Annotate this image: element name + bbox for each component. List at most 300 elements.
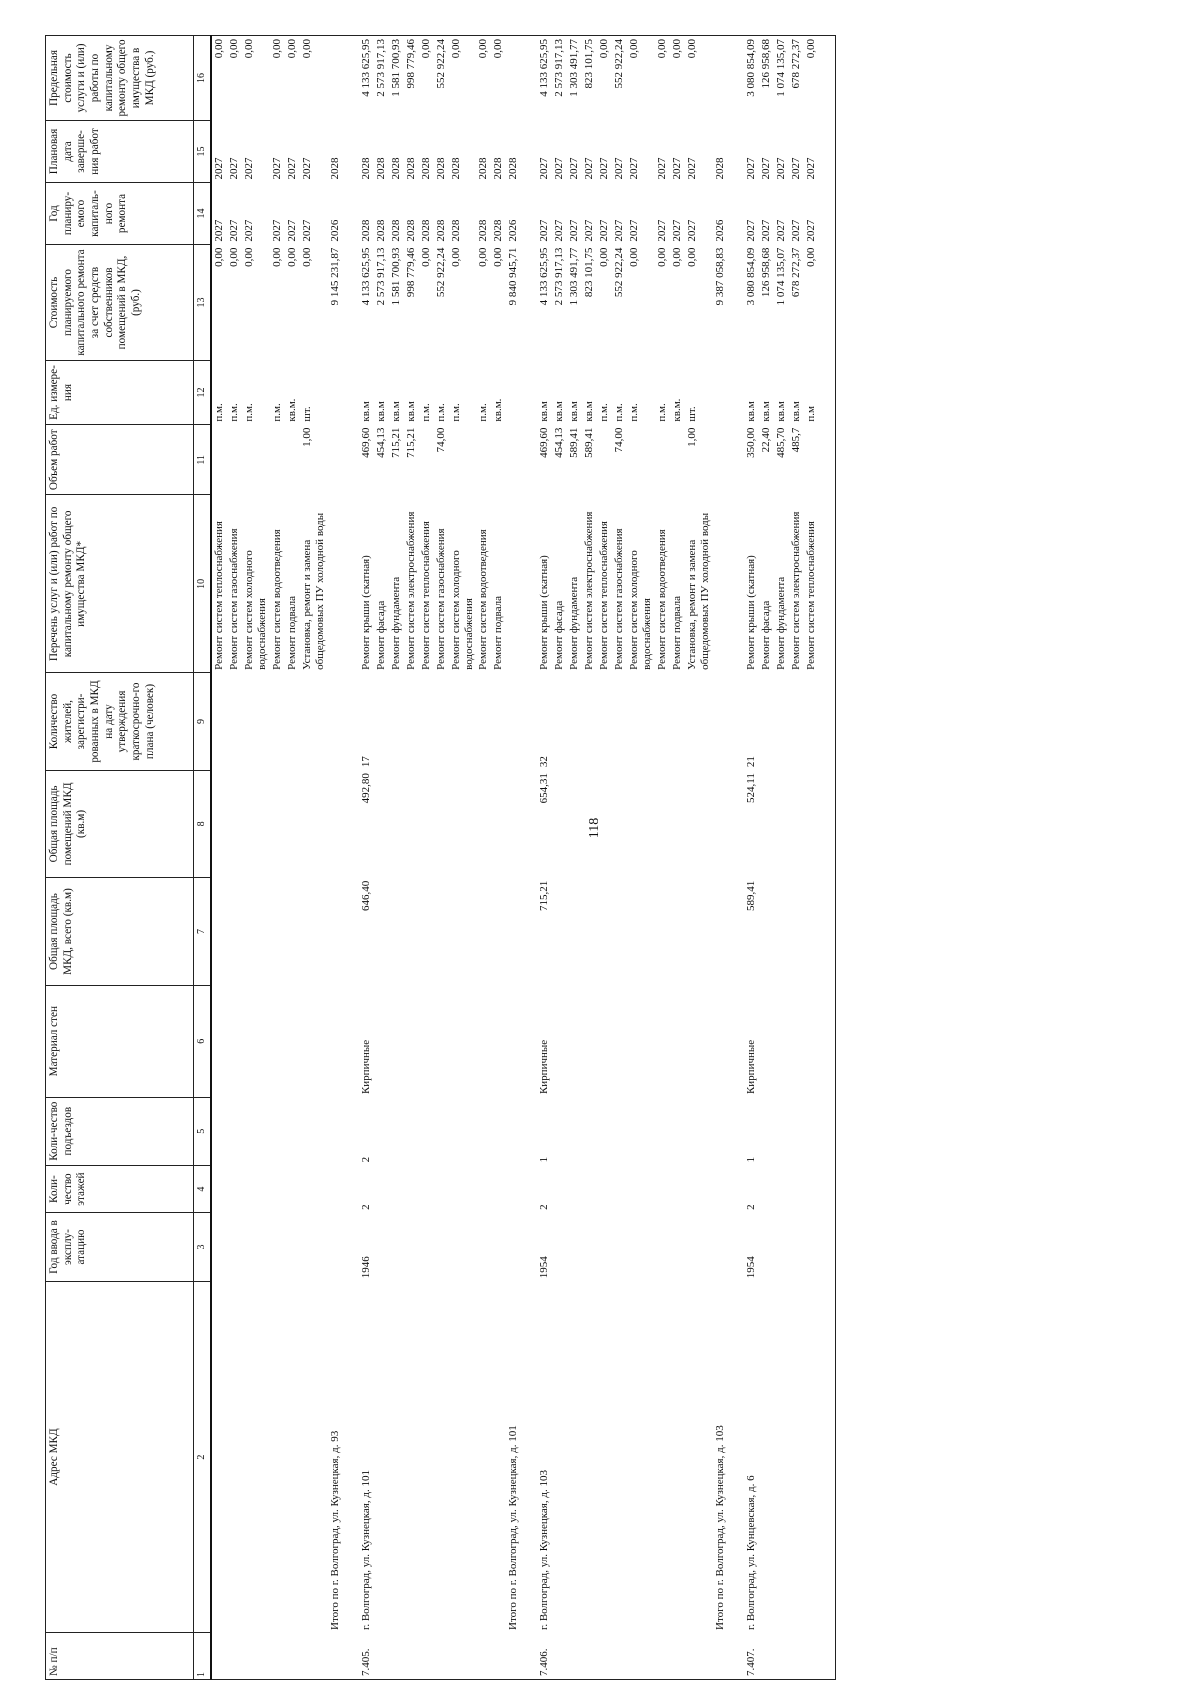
- premises-area: [449, 770, 477, 878]
- work-volume: 1,00: [686, 427, 699, 447]
- table-row: [567, 36, 582, 1680]
- repair-cost: 1 581 700,93: [389, 247, 402, 306]
- header-cell: Коли-чество этажей: [46, 1165, 194, 1213]
- completion-date: 2028: [404, 157, 417, 180]
- column-number: 7: [194, 878, 212, 986]
- unit: кв.м.: [285, 398, 298, 422]
- repair-cost: 1 074 135,07: [774, 247, 787, 306]
- row-number: [374, 1633, 389, 1680]
- residents: [476, 673, 491, 770]
- floors: [476, 1165, 491, 1213]
- row-number: [582, 1633, 597, 1680]
- address: [612, 1281, 627, 1633]
- work-type: Ремонт фундамента: [568, 576, 581, 670]
- completion-date: 2027: [789, 157, 802, 180]
- entrances: [713, 1097, 728, 1165]
- residents: [804, 673, 819, 770]
- residents: [389, 673, 404, 770]
- wall-material: [242, 985, 270, 1097]
- address: [670, 1281, 685, 1633]
- year-built: [404, 1213, 419, 1281]
- row-number: 7.405.: [359, 1633, 374, 1680]
- work-volume: 485,7: [789, 427, 802, 453]
- floors: [774, 1165, 789, 1213]
- row-number: [612, 1633, 627, 1680]
- entrances: [597, 1097, 612, 1165]
- unit: п.м: [804, 405, 817, 422]
- repair-cost: 0,00: [656, 247, 669, 267]
- year-built: [789, 1213, 804, 1281]
- completion-date: 2027: [759, 157, 772, 180]
- address: [389, 1281, 404, 1633]
- row-number: [552, 1633, 567, 1680]
- repair-year: 2027: [613, 219, 626, 242]
- repair-year: 2028: [477, 219, 490, 242]
- header-cell: Коли-чество подъездов: [46, 1097, 194, 1165]
- premises-area: [419, 770, 434, 878]
- column-number: 15: [194, 120, 212, 182]
- repair-cost: 9 387 058,83: [714, 247, 726, 306]
- row-number: [476, 1633, 491, 1680]
- year-built: [211, 1213, 227, 1281]
- work-volume: [804, 425, 819, 495]
- work-type: Ремонт систем электроснабжения: [789, 511, 802, 670]
- entrances: [242, 1097, 270, 1165]
- residents: [759, 673, 774, 770]
- row-number: [227, 1633, 242, 1680]
- repair-year: 2027: [270, 219, 283, 242]
- work-volume: [597, 425, 612, 495]
- entrances: [612, 1097, 627, 1165]
- work-volume: 1,00: [300, 427, 313, 447]
- wall-material: [597, 985, 612, 1097]
- row-number: [389, 1633, 404, 1680]
- table-row: [537, 36, 552, 1680]
- work-type: Ремонт фундамента: [389, 576, 402, 670]
- premises-area: [270, 770, 285, 878]
- row-number: [685, 1633, 713, 1680]
- row-number: [567, 1633, 582, 1680]
- floors: [374, 1165, 389, 1213]
- completion-date: 2027: [568, 157, 581, 180]
- premises-area: [612, 770, 627, 878]
- residents: [612, 673, 627, 770]
- row-number: [328, 1633, 343, 1680]
- premises-area: [211, 770, 227, 878]
- repair-year: 2028: [419, 219, 432, 242]
- work-volume: [270, 425, 285, 495]
- year-built: [374, 1213, 389, 1281]
- limit-cost: 4 133 625,95: [359, 36, 374, 121]
- year-built: [434, 1213, 449, 1281]
- entrances: [328, 1097, 343, 1165]
- premises-area: [300, 770, 328, 878]
- repair-cost: 9 145 231,87: [328, 247, 341, 306]
- residents: [597, 673, 612, 770]
- residents: [285, 673, 300, 770]
- premises-area: [328, 770, 343, 878]
- repair-cost: 4 133 625,95: [359, 247, 372, 306]
- completion-date: 2027: [686, 157, 699, 180]
- unit: кв.м.: [492, 398, 505, 422]
- residents: [567, 673, 582, 770]
- entrances: [270, 1097, 285, 1165]
- entrances: 1: [744, 1156, 757, 1163]
- repair-cost: 0,00: [686, 247, 699, 267]
- table-row: [655, 36, 670, 1680]
- residents: 17: [359, 756, 372, 768]
- floors: [627, 1165, 655, 1213]
- limit-cost: 552 922,24: [434, 36, 449, 121]
- entrances: [670, 1097, 685, 1165]
- address: [655, 1281, 670, 1633]
- wall-material: [655, 985, 670, 1097]
- work-volume: [476, 425, 491, 495]
- completion-date: 2028: [492, 157, 505, 180]
- repair-year: 2026: [507, 219, 520, 242]
- floors: [597, 1165, 612, 1213]
- limit-cost: 4 133 625,95: [537, 36, 552, 121]
- total-area: [374, 878, 389, 986]
- work-volume: 469,60: [359, 427, 372, 458]
- total-area: [328, 878, 343, 986]
- floors: [759, 1165, 774, 1213]
- limit-cost: 0,00: [670, 36, 685, 121]
- repair-year: 2027: [759, 219, 772, 242]
- row-number: [270, 1633, 285, 1680]
- total-area: [300, 878, 328, 986]
- unit: кв.м: [359, 401, 372, 422]
- total-area: [670, 878, 685, 986]
- entrances: [434, 1097, 449, 1165]
- work-volume: [242, 425, 270, 495]
- total-area: [582, 878, 597, 986]
- limit-cost: 678 272,37: [789, 36, 804, 121]
- year-built: [567, 1213, 582, 1281]
- repair-cost: 0,00: [492, 247, 505, 267]
- work-type: Ремонт систем газоснабжения: [434, 528, 447, 670]
- total-area: [434, 878, 449, 986]
- limit-cost: 0,00: [627, 36, 655, 121]
- repair-year: 2027: [227, 219, 240, 242]
- total-area: [789, 878, 804, 986]
- year-built: [627, 1213, 655, 1281]
- completion-date: 2028: [477, 157, 490, 180]
- residents: [404, 673, 419, 770]
- limit-cost: [328, 36, 343, 121]
- table-row: [359, 36, 374, 1680]
- repair-cost: 0,00: [285, 247, 298, 267]
- completion-date: 2027: [270, 157, 283, 180]
- work-volume: [419, 425, 434, 495]
- completion-date: 2027: [285, 157, 298, 180]
- table-row: [270, 36, 285, 1680]
- year-built: [506, 1213, 521, 1281]
- entrances: [552, 1097, 567, 1165]
- wall-material: [804, 985, 819, 1097]
- total-area: [449, 878, 477, 986]
- completion-date: 2028: [434, 157, 447, 180]
- year-built: [491, 1213, 506, 1281]
- year-built: [270, 1213, 285, 1281]
- repair-cost: 126 958,68: [759, 247, 772, 298]
- unit: [328, 360, 343, 424]
- residents: [506, 673, 521, 770]
- completion-date: 2027: [300, 157, 313, 180]
- completion-date: 2027: [671, 157, 684, 180]
- work-type: [328, 495, 343, 673]
- total-area: [211, 878, 227, 986]
- total-area: [612, 878, 627, 986]
- work-type: Ремонт систем холодного водоснабжения: [242, 550, 268, 670]
- table-row: [597, 36, 612, 1680]
- work-volume: [227, 425, 242, 495]
- limit-cost: 0,00: [449, 36, 477, 121]
- table-row: [804, 36, 819, 1680]
- year-built: [612, 1213, 627, 1281]
- entrances: [506, 1097, 521, 1165]
- completion-date: 2028: [389, 157, 402, 180]
- year-built: [300, 1213, 328, 1281]
- column-number: 6: [194, 985, 212, 1097]
- year-built: [242, 1213, 270, 1281]
- floors: [227, 1165, 242, 1213]
- residents: [713, 673, 728, 770]
- row-number: [804, 1633, 819, 1680]
- total-area: [774, 878, 789, 986]
- wall-material: Кирпичные: [744, 1039, 757, 1095]
- row-number: [404, 1633, 419, 1680]
- column-number: 8: [194, 770, 212, 878]
- entrances: [789, 1097, 804, 1165]
- residents: [774, 673, 789, 770]
- spacer-row: [728, 36, 744, 1680]
- limit-cost: 1 303 491,77: [567, 36, 582, 121]
- premises-area: 524,11: [744, 773, 757, 803]
- limit-cost: 0,00: [285, 36, 300, 121]
- work-volume: 350,00: [744, 427, 757, 458]
- entrances: [491, 1097, 506, 1165]
- limit-cost: 0,00: [300, 36, 328, 121]
- year-built: [419, 1213, 434, 1281]
- total-area: [285, 878, 300, 986]
- unit: п.м.: [270, 403, 283, 422]
- unit: кв.м: [389, 401, 402, 422]
- spacer-row: [343, 36, 359, 1680]
- residents: [491, 673, 506, 770]
- table-row: [612, 36, 627, 1680]
- total-area: [270, 878, 285, 986]
- wall-material: [404, 985, 419, 1097]
- header-cell: Перечень услуг и (или) работ по капитальному ремонту общего имущества МКД*: [46, 495, 194, 673]
- total-area: [567, 878, 582, 986]
- entrances: [627, 1097, 655, 1165]
- column-number: 1: [194, 1633, 212, 1680]
- premises-area: [759, 770, 774, 878]
- table-row: [789, 36, 804, 1680]
- entrances: [476, 1097, 491, 1165]
- floors: [506, 1165, 521, 1213]
- premises-area: [476, 770, 491, 878]
- limit-cost: 0,00: [476, 36, 491, 121]
- floors: [270, 1165, 285, 1213]
- header-cell: Объем работ: [46, 425, 194, 495]
- limit-cost: 0,00: [655, 36, 670, 121]
- table-body: [211, 36, 835, 1680]
- unit: кв.м: [789, 401, 802, 422]
- work-type: Ремонт систем холодного водоснабжения: [449, 550, 475, 670]
- floors: 2: [359, 1204, 372, 1210]
- entrances: [655, 1097, 670, 1165]
- row-number: [774, 1633, 789, 1680]
- premises-area: [655, 770, 670, 878]
- table-row: [774, 36, 789, 1680]
- header-cell: Ед. измере-ния: [46, 360, 194, 424]
- entrances: [227, 1097, 242, 1165]
- residents: [449, 673, 477, 770]
- work-volume: 454,13: [374, 427, 387, 458]
- repair-cost: 678 272,37: [789, 247, 802, 298]
- year-built: [227, 1213, 242, 1281]
- unit: шт.: [300, 406, 313, 422]
- work-type: [713, 495, 728, 673]
- limit-cost: 0,00: [211, 36, 227, 121]
- wall-material: [227, 985, 242, 1097]
- year-built: 1954: [744, 1256, 757, 1279]
- completion-date: 2027: [613, 157, 626, 180]
- address: [211, 1281, 227, 1633]
- header-cell: Материал стен: [46, 985, 194, 1097]
- premises-area: 492,80: [359, 773, 372, 804]
- address: [242, 1281, 270, 1633]
- address: [774, 1281, 789, 1633]
- work-volume: [655, 425, 670, 495]
- unit: кв.м: [744, 401, 757, 422]
- work-type: Ремонт систем холодного водоснабжения: [628, 550, 654, 670]
- repair-cost: 2 573 917,13: [374, 247, 387, 306]
- floors: [404, 1165, 419, 1213]
- column-number: 12: [194, 360, 212, 424]
- repair-year: 2027: [656, 219, 669, 242]
- premises-area: [285, 770, 300, 878]
- total-area: [804, 878, 819, 986]
- wall-material: [374, 985, 389, 1097]
- wall-material: Кирпичные: [359, 1039, 372, 1095]
- completion-date: 2027: [213, 157, 225, 180]
- premises-area: [804, 770, 819, 878]
- column-number: 14: [194, 183, 212, 245]
- entrances: [685, 1097, 713, 1165]
- address: [300, 1281, 328, 1633]
- address: Итого по г. Волгоград, ул. Кузнецкая, д. 93: [328, 1430, 341, 1630]
- address: [789, 1281, 804, 1633]
- table-row: [582, 36, 597, 1680]
- residents: [670, 673, 685, 770]
- year-built: [552, 1213, 567, 1281]
- completion-date: 2028: [328, 157, 341, 180]
- limit-cost: 0,00: [270, 36, 285, 121]
- limit-cost: 0,00: [227, 36, 242, 121]
- total-area: 589,41: [744, 880, 757, 911]
- premises-area: [789, 770, 804, 878]
- table-row: [419, 36, 434, 1680]
- column-number: 9: [194, 673, 212, 770]
- limit-cost: 0,00: [491, 36, 506, 121]
- table-row: [744, 36, 759, 1680]
- unit: [506, 360, 521, 424]
- address: [227, 1281, 242, 1633]
- completion-date: 2028: [714, 157, 726, 180]
- address: [552, 1281, 567, 1633]
- unit: кв.м.: [671, 398, 684, 422]
- premises-area: [582, 770, 597, 878]
- entrances: [759, 1097, 774, 1165]
- year-built: 1954: [538, 1256, 551, 1279]
- premises-area: [491, 770, 506, 878]
- unit: кв.м: [404, 401, 417, 422]
- unit: кв.м: [538, 401, 551, 422]
- rotated-page: [45, 35, 1200, 1680]
- repair-year: 2026: [714, 219, 726, 242]
- repair-cost: 998 779,46: [404, 247, 417, 298]
- limit-cost: [506, 36, 521, 121]
- header-cell: Предельная стоимость услуги и (или) работы по капитальному ремонту общего имущества в МКД (руб.): [46, 36, 194, 121]
- work-type: Ремонт подвала: [285, 596, 298, 670]
- residents: [685, 673, 713, 770]
- total-area: 646,40: [359, 880, 372, 911]
- address: [374, 1281, 389, 1633]
- work-type: Ремонт фундамента: [774, 576, 787, 670]
- residents: [300, 673, 328, 770]
- year-built: [597, 1213, 612, 1281]
- table-row: [449, 36, 477, 1680]
- floors: [434, 1165, 449, 1213]
- row-number: [449, 1633, 477, 1680]
- work-volume: 469,60: [538, 427, 551, 458]
- entrances: [404, 1097, 419, 1165]
- entrances: [567, 1097, 582, 1165]
- work-type: Ремонт систем теплоснабжения: [598, 521, 611, 670]
- unit: кв.м: [759, 401, 772, 422]
- floors: [419, 1165, 434, 1213]
- work-volume: [211, 425, 227, 495]
- unit: п.м.: [613, 403, 626, 422]
- entrances: 2: [359, 1156, 372, 1163]
- repair-year: 2027: [300, 219, 313, 242]
- repair-year: 2027: [213, 219, 225, 242]
- column-number: 16: [194, 36, 212, 121]
- work-type: Ремонт систем водоотведения: [656, 529, 669, 670]
- table-row: [285, 36, 300, 1680]
- repair-year: 2027: [285, 219, 298, 242]
- total-area: [242, 878, 270, 986]
- column-number: 2: [194, 1281, 212, 1633]
- repair-year: 2027: [598, 219, 611, 242]
- table-row: [404, 36, 419, 1680]
- premises-area: [597, 770, 612, 878]
- address: [449, 1281, 477, 1633]
- table-row: [374, 36, 389, 1680]
- repair-cost: 0,00: [419, 247, 432, 267]
- unit: п.м.: [419, 403, 432, 422]
- total-area: [655, 878, 670, 986]
- year-built: [389, 1213, 404, 1281]
- completion-date: 2027: [774, 157, 787, 180]
- completion-date: 2027: [804, 157, 817, 180]
- repair-year: 2026: [328, 219, 341, 242]
- work-volume: [506, 425, 521, 495]
- work-volume: 715,21: [389, 427, 402, 458]
